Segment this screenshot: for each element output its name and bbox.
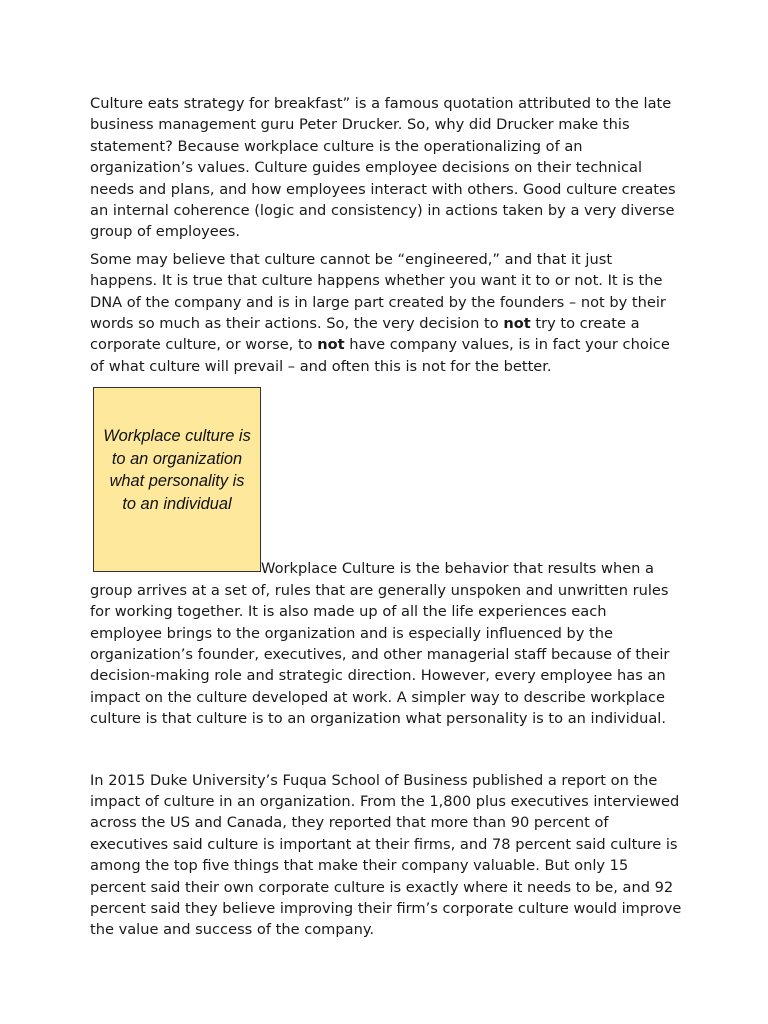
callout-section (90, 387, 682, 729)
callout-quote: Workplace culture is to an organization what personality is to an individual (103, 427, 251, 513)
paragraph-workplace-culture-definition: Workplace Culture is the behavior that results when a group arrives at a set of, rules that are generally unspoken and unwritten rules for working together. It is also made up of all the life experiences each employee brings to the organization and is especially influenced by the organization’s founder, executives, and other managerial staff because of their decision-making role and strategic direction. However, every employee has an impact on the culture developed at work. A simpler way to describe workplace culture is that culture is to an organization what personality is to an individual. (90, 560, 670, 728)
paragraph-text-segment: have company values, is in fact your choice of what culture will prevail – and often this is not for the better. (90, 336, 670, 375)
bold-not-1: not (503, 315, 531, 333)
paragraph-text-segment: Some may believe that culture cannot be “engineered,” and that it just happens. It is true that culture happens whether you want it to or not. It is the DNA of the company and is in large part created by the founders – not by their words so much as their actions. So, the very decision to (90, 250, 666, 333)
document-page (90, 93, 682, 947)
paragraph-text-segment: try to create a corporate culture, or worse, to (90, 315, 640, 354)
paragraph-duke-fuqua-report: In 2015 Duke University’s Fuqua School of Business published a report on the impact of culture in an organization. From the 1,800 plus executives interviewed across the US and Canada, they reported that more than 90 percent of executives said culture is important at their firms, and 78 percent said culture is among the top five things that make their company valuable. But only 15 percent said their own corporate culture is exactly where it needs to be, and 92 percent said they believe improving their firm’s corporate culture would improve the value and success of the company. (90, 771, 682, 939)
callout-box (93, 387, 261, 572)
paragraph-intro: Culture eats strategy for breakfast” is a famous quotation attributed to the late business management guru Peter Drucker. So, why did Drucker make this statement? Because workplace culture is the operationalizing of an organization’s values. Culture guides employee decisions on their technical needs and plans, and how employees interact with others. Good culture creates an internal coherence (logic and consistency) in actions taken by a very diverse group of employees. (90, 95, 676, 241)
bold-not-2: not (317, 336, 345, 354)
paragraph-engineered-culture (90, 249, 682, 377)
